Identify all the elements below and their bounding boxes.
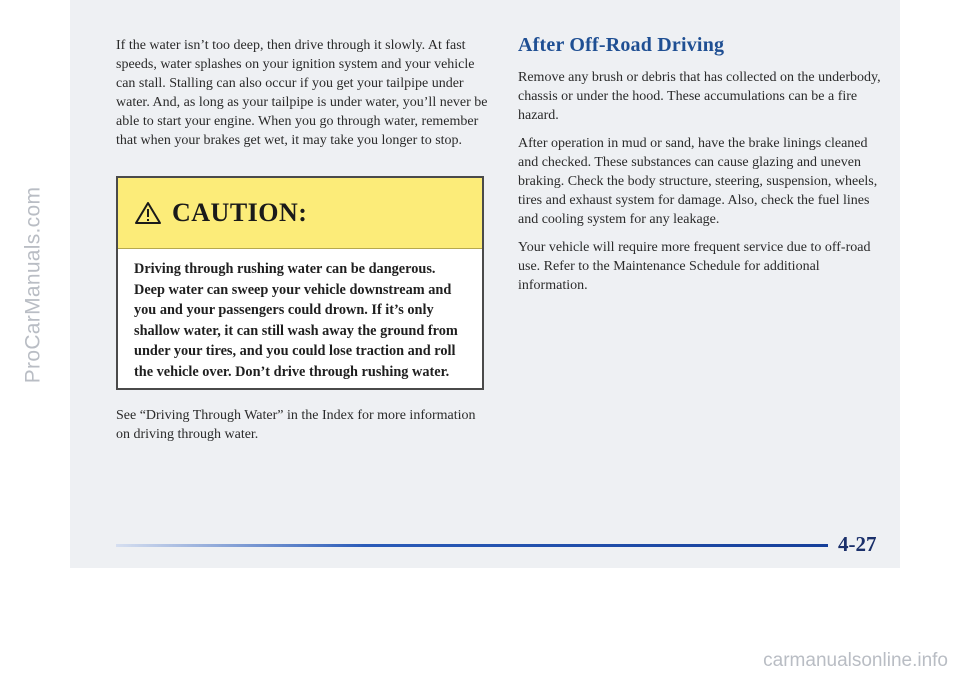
paragraph-debris: Remove any brush or debris that has collected on the underbody, chassis or under the hood. These accumulations can be a fire hazard. <box>518 70 881 123</box>
intro-paragraph: If the water isn’t too deep, then drive through it slowly. At fast speeds, water splashes on your ignition system and your vehicle can stall. Stalling can also occur if you get your tailpipe under water. And, as long as your tailpipe is under water, you’ll never be able to start your engine. When you go through water, remember that when your brakes get wet, it may take you longer to stop. <box>116 38 488 148</box>
caution-box <box>116 176 484 390</box>
left-column <box>116 36 488 150</box>
footer-watermark: carmanualsonline.info <box>763 650 948 671</box>
section-title: After Off-Road Driving <box>518 34 725 56</box>
side-watermark <box>18 70 48 500</box>
after-caution-section <box>116 406 488 444</box>
warning-triangle-icon <box>134 201 162 225</box>
side-watermark-text: ProCarManuals.com <box>21 186 44 384</box>
reference-paragraph: See “Driving Through Water” in the Index for more information on driving through water. <box>116 408 476 442</box>
caution-title: CAUTION: <box>172 198 308 227</box>
caution-header <box>118 178 482 249</box>
paragraph-service: Your vehicle will require more frequent service due to off-road use. Refer to the Maintenance Schedule for additional information. <box>518 240 871 293</box>
footer-rule <box>116 544 828 547</box>
caution-body: Driving through rushing water can be dangerous. Deep water can sweep your vehicle downstream and you and your passengers could drown. If it’s only shallow water, it can still wash away the ground from under your tires, and you could lose traction and roll the vehicle over. Don’t drive through rushing water. <box>134 261 458 380</box>
right-column <box>518 34 890 304</box>
page-number: 4-27 <box>838 532 877 556</box>
paragraph-brakes: After operation in mud or sand, have the brake linings cleaned and checked. These substances can cause glazing and uneven braking. Check the body structure, steering, suspension, wheels, tires and exhaust system for damage. Also, check the fuel lines and cooling system for any leakage. <box>518 136 878 227</box>
